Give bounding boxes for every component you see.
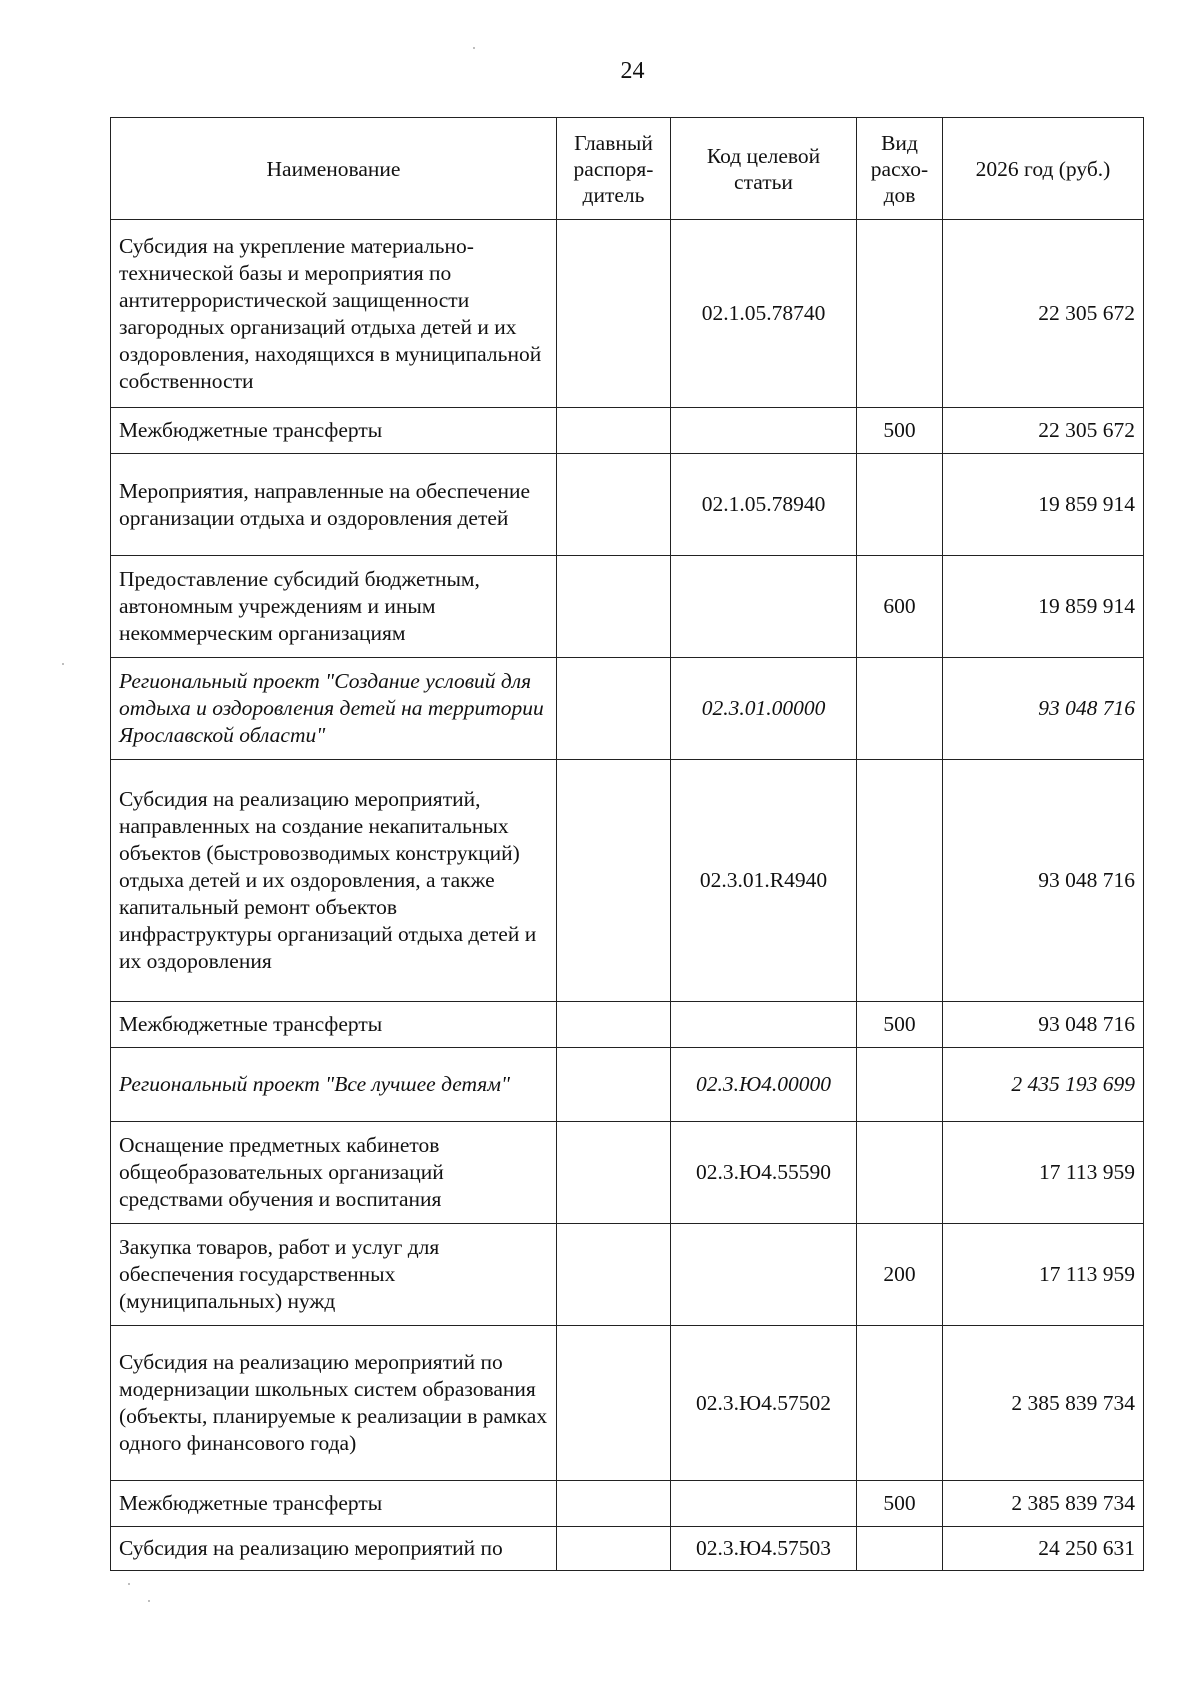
table-body — [111, 220, 1144, 1571]
row-sum-cell: 17 113 959 — [943, 1122, 1144, 1224]
row-sum-cell: 93 048 716 — [943, 1002, 1144, 1048]
row-expense-type-cell: 200 — [857, 1224, 943, 1326]
row-expense-type-cell — [857, 760, 943, 1002]
table-row — [111, 1326, 1144, 1481]
row-name-cell: Предоставление субсидий бюджетным, автономным учреждениям и иным некоммерческим организациям — [111, 556, 557, 658]
scan-speck — [148, 1600, 150, 1602]
row-main-manager-cell — [557, 454, 671, 556]
row-sum-cell: 22 305 672 — [943, 408, 1144, 454]
row-expense-type-cell — [857, 1527, 943, 1571]
header-main-manager: Главный распоря- дитель — [557, 118, 671, 220]
row-sum-cell: 24 250 631 — [943, 1527, 1144, 1571]
table-row — [111, 556, 1144, 658]
row-target-code-cell: 02.3.Ю4.57503 — [671, 1527, 857, 1571]
row-expense-type-cell — [857, 1048, 943, 1122]
row-main-manager-cell — [557, 1048, 671, 1122]
budget-table — [110, 117, 1144, 1571]
row-expense-type-cell: 500 — [857, 1002, 943, 1048]
scan-speck — [62, 663, 64, 665]
row-expense-type-cell — [857, 1122, 943, 1224]
row-main-manager-cell — [557, 760, 671, 1002]
row-sum-cell: 17 113 959 — [943, 1224, 1144, 1326]
row-target-code-cell: 02.3.Ю4.55590 — [671, 1122, 857, 1224]
table-row — [111, 1122, 1144, 1224]
row-name-cell: Субсидия на реализацию мероприятий по модернизации школьных систем образования (объекты, планируемые к реализации в рамках одного финансового года) — [111, 1326, 557, 1481]
row-sum-cell: 19 859 914 — [943, 556, 1144, 658]
row-sum-cell: 2 385 839 734 — [943, 1481, 1144, 1527]
row-expense-type-cell — [857, 454, 943, 556]
table-row — [111, 454, 1144, 556]
row-sum-cell: 22 305 672 — [943, 220, 1144, 408]
row-target-code-cell — [671, 556, 857, 658]
page-number: 24 — [620, 58, 645, 84]
row-main-manager-cell — [557, 1224, 671, 1326]
row-name-cell: Мероприятия, направленные на обеспечение организации отдыха и оздоровления детей — [111, 454, 557, 556]
row-target-code-cell — [671, 1481, 857, 1527]
row-expense-type-cell: 500 — [857, 1481, 943, 1527]
row-name-cell: Оснащение предметных кабинетов общеобразовательных организаций средствами обучения и воспитания — [111, 1122, 557, 1224]
table-row — [111, 1224, 1144, 1326]
row-main-manager-cell — [557, 1122, 671, 1224]
row-main-manager-cell — [557, 1527, 671, 1571]
scan-speck — [473, 47, 475, 49]
row-expense-type-cell — [857, 1326, 943, 1481]
row-target-code-cell — [671, 1224, 857, 1326]
table-row — [111, 408, 1144, 454]
row-main-manager-cell — [557, 1326, 671, 1481]
row-target-code-cell: 02.3.01.00000 — [671, 658, 857, 760]
row-main-manager-cell — [557, 658, 671, 760]
row-sum-cell: 2 385 839 734 — [943, 1326, 1144, 1481]
header-year-sum: 2026 год (руб.) — [943, 118, 1144, 220]
header-target-code: Код целевой статьи — [671, 118, 857, 220]
row-target-code-cell: 02.1.05.78940 — [671, 454, 857, 556]
header-name: Наименование — [111, 118, 557, 220]
table-row — [111, 220, 1144, 408]
header-expense-type: Вид расхо- дов — [857, 118, 943, 220]
row-sum-cell: 93 048 716 — [943, 760, 1144, 1002]
row-target-code-cell: 02.3.01.R4940 — [671, 760, 857, 1002]
table-row — [111, 658, 1144, 760]
row-main-manager-cell — [557, 556, 671, 658]
row-main-manager-cell — [557, 408, 671, 454]
row-expense-type-cell: 600 — [857, 556, 943, 658]
row-target-code-cell: 02.1.05.78740 — [671, 220, 857, 408]
row-expense-type-cell — [857, 220, 943, 408]
row-sum-cell: 2 435 193 699 — [943, 1048, 1144, 1122]
row-name-cell: Субсидия на реализацию мероприятий по — [111, 1527, 557, 1571]
table-row — [111, 1527, 1144, 1571]
row-name-cell: Субсидия на укрепление материально-технической базы и мероприятия по антитеррористической защищенности загородных организаций отдыха детей и их оздоровления, находящихся в муниципальной собственности — [111, 220, 557, 408]
row-expense-type-cell — [857, 658, 943, 760]
row-target-code-cell — [671, 1002, 857, 1048]
row-name-cell: Межбюджетные трансферты — [111, 408, 557, 454]
table-header-row — [111, 118, 1144, 220]
row-name-cell: Региональный проект "Все лучшее детям" — [111, 1048, 557, 1122]
row-main-manager-cell — [557, 1481, 671, 1527]
table-row — [111, 1002, 1144, 1048]
table-row — [111, 1048, 1144, 1122]
table-row — [111, 760, 1144, 1002]
table-row — [111, 1481, 1144, 1527]
scan-speck — [128, 1583, 130, 1585]
row-sum-cell: 93 048 716 — [943, 658, 1144, 760]
row-main-manager-cell — [557, 1002, 671, 1048]
row-target-code-cell: 02.3.Ю4.57502 — [671, 1326, 857, 1481]
row-name-cell: Субсидия на реализацию мероприятий, направленных на создание некапитальных объектов (быстровозводимых конструкций) отдыха детей и их оздоровления, а также капитальный ремонт объектов инфраструктуры организаций отдыха детей и их оздоровления — [111, 760, 557, 1002]
row-target-code-cell — [671, 408, 857, 454]
row-name-cell: Закупка товаров, работ и услуг для обеспечения государственных (муниципальных) нужд — [111, 1224, 557, 1326]
row-expense-type-cell: 500 — [857, 408, 943, 454]
row-target-code-cell: 02.3.Ю4.00000 — [671, 1048, 857, 1122]
row-main-manager-cell — [557, 220, 671, 408]
row-name-cell: Межбюджетные трансферты — [111, 1002, 557, 1048]
row-sum-cell: 19 859 914 — [943, 454, 1144, 556]
row-name-cell: Региональный проект "Создание условий для отдыха и оздоровления детей на территории Ярославской области" — [111, 658, 557, 760]
row-name-cell: Межбюджетные трансферты — [111, 1481, 557, 1527]
